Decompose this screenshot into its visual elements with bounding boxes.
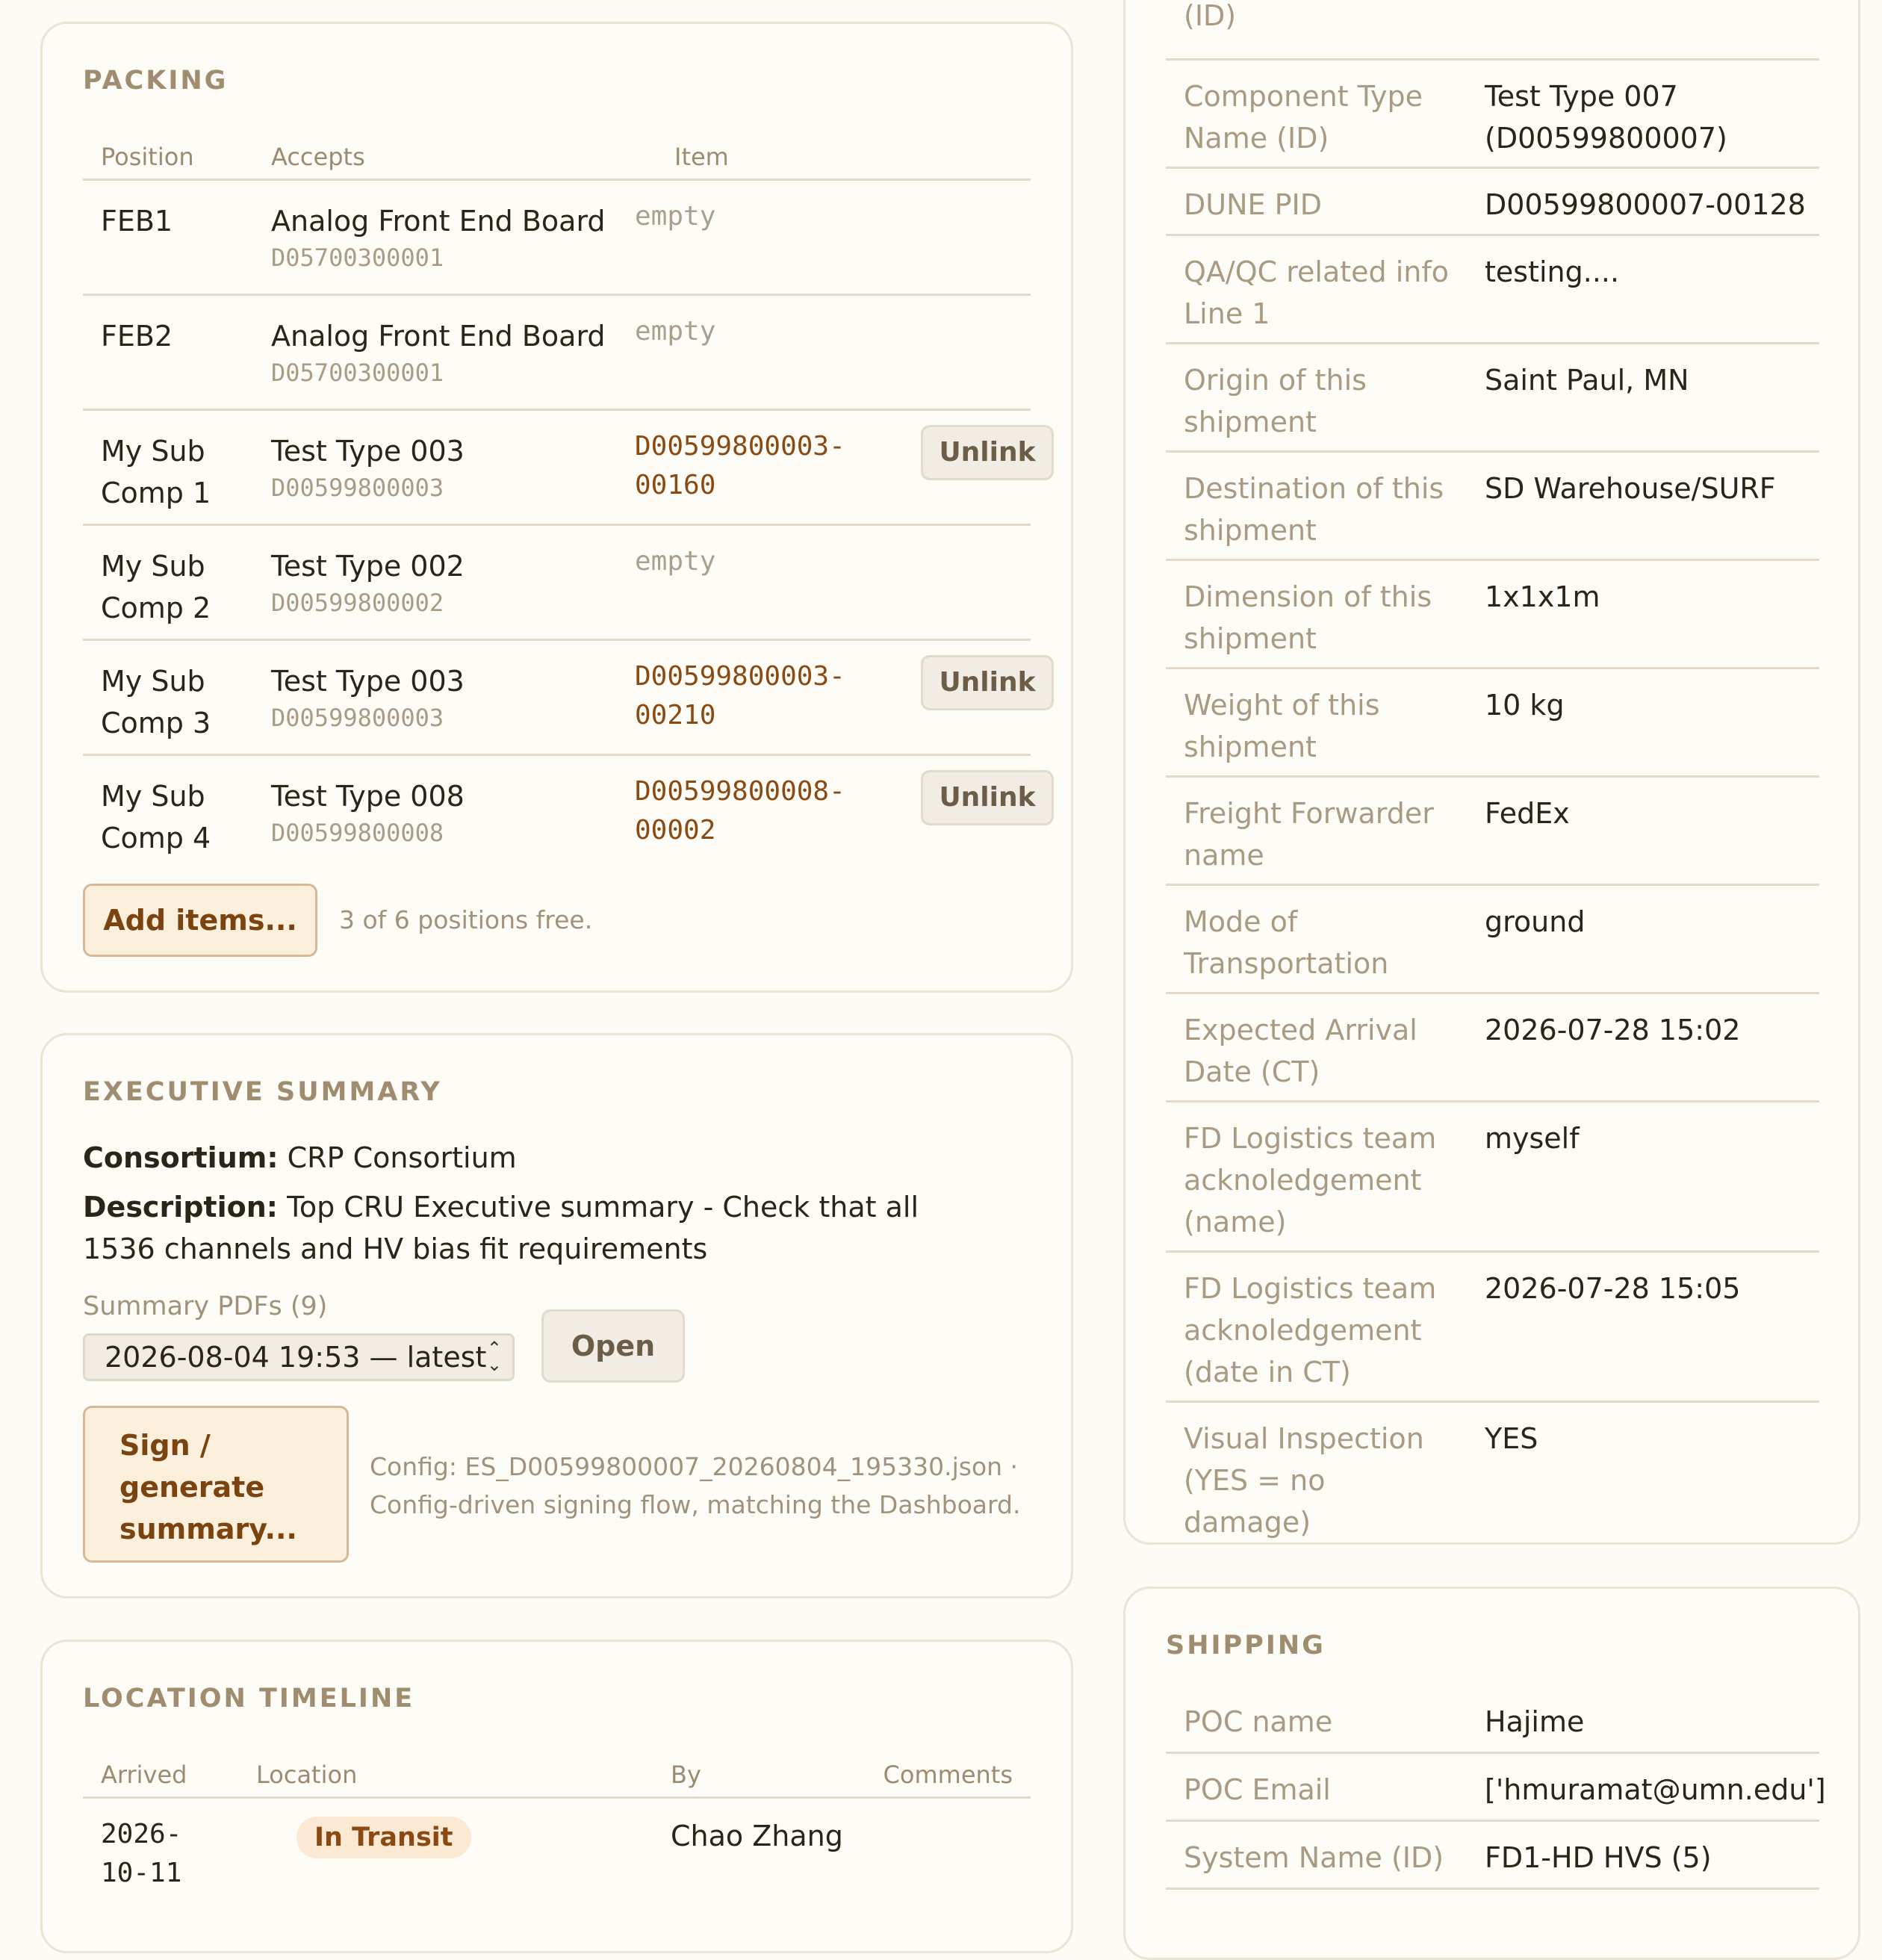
detail-key: Freight Forwarder name: [1184, 797, 1434, 872]
header-item: Item: [674, 143, 729, 171]
accepts-cell: Analog Front End Board: [271, 205, 606, 238]
consortium-value: CRP Consortium: [287, 1141, 517, 1174]
detail-value: 1x1x1m: [1485, 580, 1600, 613]
detail-row: [1166, 236, 1819, 344]
item-empty: empty: [635, 316, 716, 347]
accepts-id: D00599800008: [271, 819, 444, 847]
detail-row: [1166, 61, 1819, 169]
detail-value: FD1-HD HVS (5): [1485, 1841, 1712, 1874]
detail-key: Mode of Transportation: [1184, 905, 1389, 980]
detail-key: DUNE PID: [1184, 188, 1322, 221]
detail-value: FedEx: [1485, 797, 1570, 830]
details-card: [1123, 0, 1860, 1545]
description-value: Top CRU Executive summary - Check that all 1536 channels and HV bias fit requirements: [83, 1191, 919, 1265]
detail-key: POC name: [1184, 1705, 1333, 1738]
detail-row: [1166, 1403, 1819, 1541]
accepts-cell: Test Type 003: [271, 435, 465, 468]
detail-value: myself: [1485, 1122, 1580, 1155]
detail-value: ['hmuramat@umn.edu']: [1485, 1773, 1826, 1806]
summary-pdfs-label: Summary PDFs (9): [83, 1291, 328, 1321]
packing-title: PACKING: [83, 66, 229, 96]
pdf-select[interactable]: [83, 1333, 515, 1381]
add-items-button[interactable]: Add items...: [83, 884, 317, 957]
detail-key: FD Logistics team acknoledgement (date in CT): [1184, 1272, 1437, 1389]
description-line: [83, 1186, 979, 1270]
shipping-title: SHIPPING: [1166, 1631, 1326, 1660]
detail-key: FD Logistics team acknoledgement (name): [1184, 1122, 1437, 1238]
config-note-text: Config-driven signing flow, matching the Dashboard.: [370, 1490, 1021, 1519]
position-cell: My Sub Comp 3: [101, 665, 211, 739]
position-cell: FEB1: [101, 205, 173, 238]
sign-generate-summary-button[interactable]: Sign / generate summary...: [83, 1406, 349, 1563]
detail-key: Dimension of this shipment: [1184, 580, 1432, 655]
item-link[interactable]: D00599800003-00210: [635, 661, 845, 731]
detail-row: [1166, 669, 1819, 778]
packing-card: [40, 22, 1073, 993]
details-row-cut: [1166, 2, 1819, 61]
accepts-id: D05700300001: [271, 359, 444, 387]
unlink-button[interactable]: Unlink: [921, 770, 1054, 825]
detail-row: [1166, 994, 1819, 1102]
detail-row: [1166, 1822, 1819, 1890]
detail-key: Origin of this shipment: [1184, 364, 1367, 438]
location-badge: In Transit: [296, 1817, 471, 1858]
detail-row: [1166, 1102, 1819, 1253]
detail-value: Saint Paul, MN: [1485, 364, 1689, 397]
accepts-cell: Test Type 003: [271, 665, 465, 698]
timeline-table: [83, 1744, 1031, 1888]
detail-key: Component Type Name (ID): [1184, 80, 1423, 155]
consortium-line: [83, 1137, 517, 1179]
unlink-button[interactable]: Unlink: [921, 655, 1054, 710]
position-cell: FEB2: [101, 320, 173, 353]
packing-row: [83, 181, 1031, 296]
detail-value: D00599800007-00128: [1485, 188, 1806, 221]
location-timeline-card: [40, 1640, 1073, 1953]
by-cell: Chao Zhang: [671, 1820, 843, 1852]
executive-summary-title: EXECUTIVE SUMMARY: [83, 1077, 442, 1107]
header-comments: Comments: [883, 1761, 1013, 1789]
packing-table-header: [83, 126, 1031, 181]
open-button[interactable]: Open: [541, 1309, 685, 1383]
location-timeline-title: LOCATION TIMELINE: [83, 1684, 415, 1714]
packing-row: [83, 411, 1036, 526]
accepts-cell: Test Type 008: [271, 780, 465, 813]
detail-row: [1166, 1253, 1819, 1403]
detail-value: SD Warehouse/SURF: [1485, 472, 1776, 505]
details-list: [1166, 2, 1819, 1541]
detail-value: 2026-07-28 15:05: [1485, 1272, 1741, 1305]
accepts-id: D00599800002: [271, 589, 444, 617]
detail-key: POC Email: [1184, 1773, 1331, 1806]
packing-row: [83, 296, 1031, 411]
position-cell: My Sub Comp 2: [101, 550, 211, 624]
detail-row: [1166, 1754, 1826, 1822]
executive-summary-card: [40, 1033, 1073, 1598]
header-by: By: [671, 1761, 701, 1789]
arrived-cell: 2026-10-11: [101, 1819, 182, 1888]
unlink-button[interactable]: Unlink: [921, 425, 1054, 480]
header-accepts: Accepts: [271, 143, 365, 171]
detail-row: [1166, 561, 1819, 669]
header-position: Position: [101, 143, 194, 171]
header-location: Location: [256, 1761, 358, 1789]
item-empty: empty: [635, 546, 716, 577]
detail-row: [1166, 453, 1819, 561]
timeline-table-header: [83, 1744, 1031, 1799]
detail-value: YES: [1485, 1422, 1538, 1455]
detail-key: QA/QC related info Line 1: [1184, 255, 1449, 330]
item-link[interactable]: D00599800003-00160: [635, 431, 845, 500]
accepts-id: D00599800003: [271, 704, 444, 732]
detail-row: [1166, 344, 1819, 453]
details-key: (ID): [1184, 0, 1237, 32]
item-empty: empty: [635, 201, 716, 232]
detail-value: ground: [1485, 905, 1586, 938]
detail-row: [1166, 778, 1819, 886]
consortium-label: Consortium:: [83, 1141, 279, 1174]
detail-key: Weight of this shipment: [1184, 689, 1380, 763]
packing-table: [83, 126, 1036, 869]
shipping-list: [1166, 1686, 1826, 1890]
header-arrived: Arrived: [101, 1761, 187, 1789]
item-link[interactable]: D00599800008-00002: [635, 776, 845, 846]
accepts-id: D00599800003: [271, 474, 444, 502]
config-filename-text: Config: ES_D00599800007_20260804_195330.json ·: [370, 1452, 1019, 1481]
timeline-row: [83, 1799, 1031, 1888]
shipping-card: [1123, 1587, 1860, 1960]
pdf-select-value: 2026-08-04 19:53 — latest: [105, 1341, 487, 1374]
position-cell: My Sub Comp 4: [101, 780, 211, 855]
detail-value: Hajime: [1485, 1705, 1585, 1738]
detail-value: 10 kg: [1485, 689, 1565, 722]
accepts-id: D05700300001: [271, 244, 444, 272]
packing-row: [83, 526, 1031, 641]
position-cell: My Sub Comp 1: [101, 435, 211, 509]
detail-row: [1166, 169, 1819, 236]
description-label: Description:: [83, 1191, 278, 1224]
detail-value: Test Type 007 (D00599800007): [1485, 80, 1727, 155]
accepts-cell: Test Type 002: [271, 550, 465, 583]
accepts-cell: Analog Front End Board: [271, 320, 606, 353]
packing-row: [83, 756, 1036, 869]
packing-row: [83, 641, 1036, 756]
select-arrows-icon: ⌃ ⌄: [486, 1338, 502, 1375]
detail-row: [1166, 886, 1819, 994]
detail-key: Expected Arrival Date (CT): [1184, 1014, 1417, 1088]
detail-value: 2026-07-28 15:02: [1485, 1014, 1741, 1046]
detail-key: Visual Inspection (YES = no damage): [1184, 1422, 1424, 1539]
detail-value: testing....: [1485, 255, 1620, 288]
detail-row: [1166, 1686, 1819, 1754]
positions-free-text: 3 of 6 positions free.: [339, 905, 593, 934]
detail-key: Destination of this shipment: [1184, 472, 1444, 547]
detail-key: System Name (ID): [1184, 1841, 1444, 1874]
